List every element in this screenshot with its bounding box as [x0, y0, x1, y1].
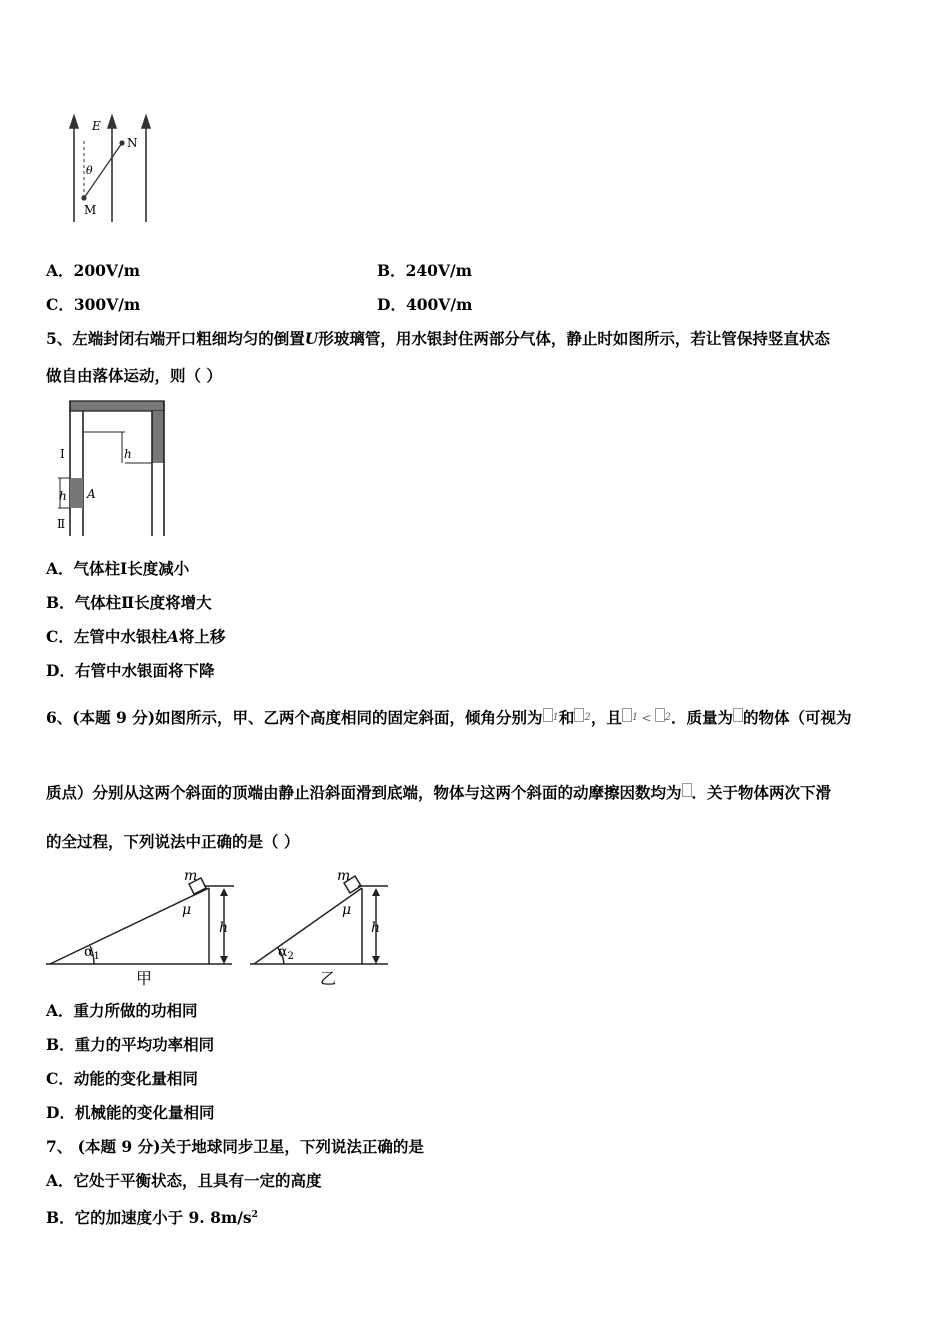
alpha-placeholder-icon	[622, 708, 632, 722]
label-yi: 乙	[320, 969, 337, 988]
alpha-placeholder-icon	[655, 708, 665, 722]
q7-option-a: A．它处于平衡状态，且具有一定的高度	[46, 1171, 322, 1190]
q4-option-d: D．400V/m	[377, 295, 473, 314]
q5-stem-line1: 5、左端封闭右端开口粗细均匀的倒置U形玻璃管，用水银封住两部分气体，静止时如图所示，若让管保持竖直状态	[46, 329, 830, 348]
q5-option-a: A．气体柱Ⅰ长度减小	[46, 559, 190, 578]
q6-option-a: A．重力所做的功相同	[46, 1001, 198, 1020]
label-h-right: h	[124, 447, 132, 461]
inclines-figure	[44, 866, 394, 990]
q6-stem-line3: 的全过程，下列说法中正确的是（ ）	[46, 832, 300, 851]
label-h-jia: h	[219, 920, 229, 936]
q5-stem-line2: 做自由落体运动，则（ ）	[46, 366, 222, 385]
label-e: E	[92, 119, 101, 133]
q6-stem-line2: 质点）分别从这两个斜面的顶端由静止沿斜面滑到底端，物体与这两个斜面的动摩擦因数均为 ．关于物体两次下滑	[46, 783, 832, 802]
q7-option-b: B．它的加速度小于 9. $8m/s^2$	[46, 1208, 258, 1228]
q4-option-c: C．300V/m	[46, 295, 141, 314]
q4-option-a: A．200V/m	[46, 261, 140, 280]
alpha-placeholder-icon	[574, 708, 584, 722]
label-mu-jia: μ	[182, 902, 192, 918]
label-mu-yi: μ	[342, 902, 352, 918]
mass-placeholder-icon	[733, 708, 743, 722]
q7-stem: 7、 (本题 9 分)关于地球同步卫星，下列说法正确的是	[46, 1137, 424, 1156]
label-h-yi: h	[371, 920, 381, 936]
q6-stem-line1: 6、(本题 9 分)如图所示，甲、乙两个高度相同的固定斜面，倾角分别为 $^1$和 $^2$，且 $^1$ < $^2$．质量为 的物体（可视为	[46, 708, 852, 727]
label-m: M	[84, 203, 97, 217]
q5-option-c: C．左管中水银柱A将上移	[46, 627, 226, 646]
q5-option-b: B．气体柱Ⅱ长度将增大	[46, 593, 212, 612]
label-m-jia: m	[184, 868, 198, 884]
field-figure	[60, 110, 160, 230]
u-tube-figure	[50, 396, 175, 544]
label-theta: θ	[86, 164, 93, 177]
label-n: N	[127, 136, 138, 150]
label-jia: 甲	[136, 969, 153, 988]
q6-option-d: D．机械能的变化量相同	[46, 1103, 215, 1122]
label-alpha2: $\alpha_2$	[278, 944, 294, 962]
q6-option-c: C．动能的变化量相同	[46, 1069, 198, 1088]
label-h-left: h	[59, 489, 67, 503]
label-m-yi: m	[337, 868, 351, 884]
q4-option-b: B．240V/m	[377, 261, 473, 280]
mu-placeholder-icon	[682, 783, 692, 797]
alpha-placeholder-icon	[543, 708, 553, 722]
label-gas-1: Ⅰ	[60, 447, 65, 461]
q6-option-b: B．重力的平均功率相同	[46, 1035, 215, 1054]
q5-option-d: D．右管中水银面将下降	[46, 661, 215, 680]
label-alpha1: $\alpha_1$	[84, 944, 100, 962]
label-a: A	[87, 487, 96, 501]
label-gas-2: Ⅱ	[57, 517, 66, 531]
